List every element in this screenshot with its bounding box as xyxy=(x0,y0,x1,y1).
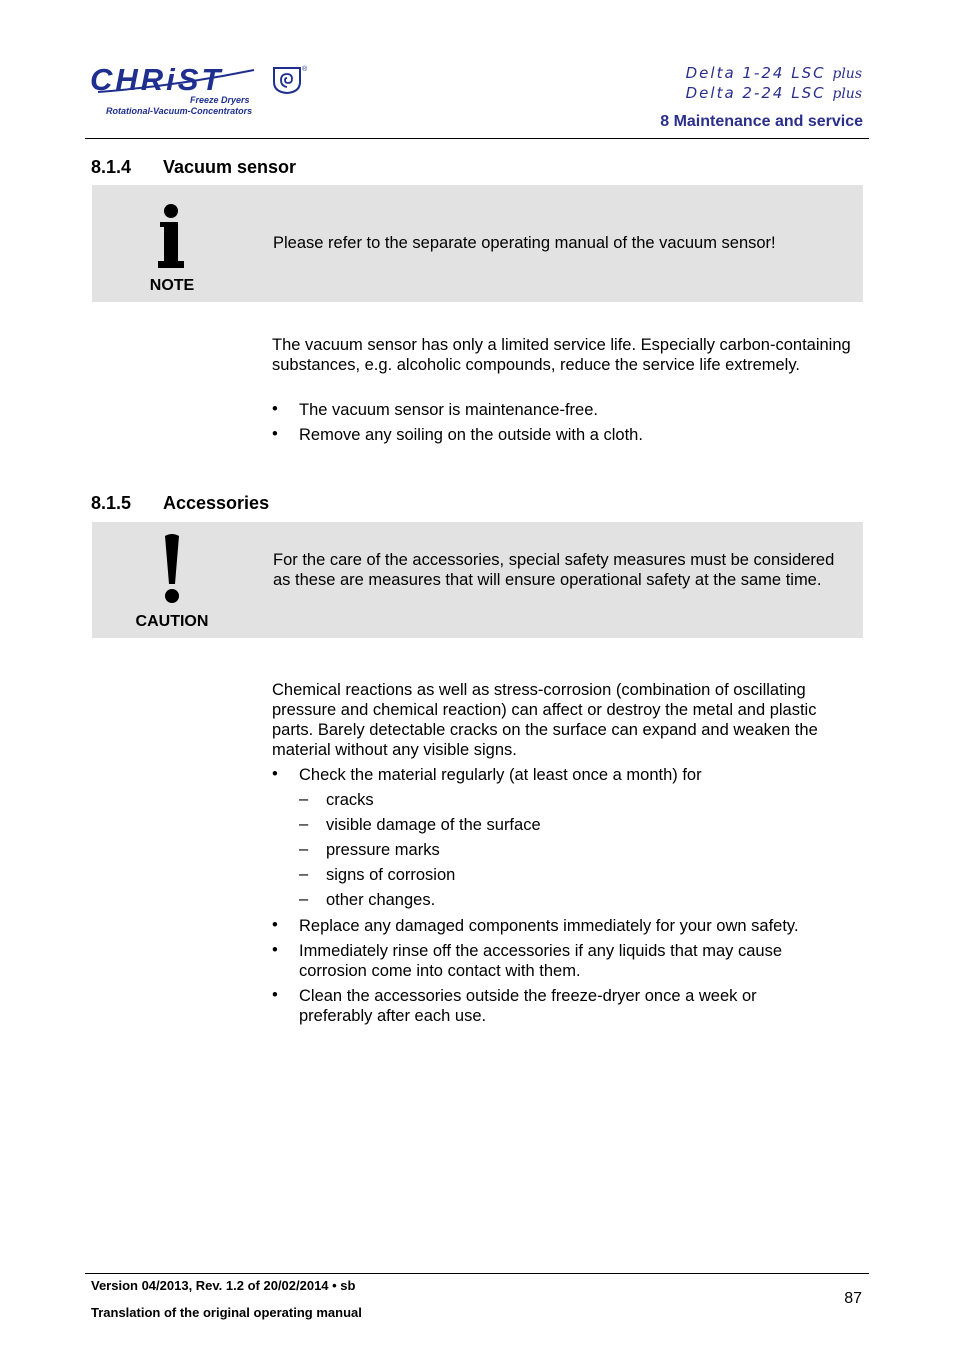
note-callout xyxy=(92,185,863,302)
list-item: The vacuum sensor is maintenance-free. xyxy=(299,401,598,419)
section-title: Accessories xyxy=(163,493,270,513)
bullet: • xyxy=(272,765,278,783)
info-icon xyxy=(158,203,184,269)
dash: – xyxy=(299,865,309,883)
header-divider xyxy=(85,138,869,139)
logo-tagline-2: Rotational-Vacuum-Concentrators xyxy=(106,106,253,116)
registered-mark: ® xyxy=(302,66,308,73)
bullet: • xyxy=(272,425,278,443)
sub-list-item: pressure marks xyxy=(326,841,440,859)
model-line-2: Delta 2-24 LSC plus xyxy=(685,84,862,102)
dash: – xyxy=(299,815,309,833)
dash: – xyxy=(299,890,309,908)
paragraph: The vacuum sensor has only a limited service life. Especially carbon-containing substances, e.g. alcoholic compounds, reduce the service life extremely. xyxy=(272,336,851,374)
caution-callout xyxy=(92,522,863,638)
logo-tagline-1: Freeze Dryers xyxy=(190,95,250,105)
brand-logo: CHRiST xyxy=(90,62,224,97)
bullet: • xyxy=(272,941,278,959)
note-text: Please refer to the separate operating manual of the vacuum sensor! xyxy=(273,234,776,252)
exclamation-icon xyxy=(162,532,182,606)
note-label: NOTE xyxy=(149,277,195,294)
page-number: 87 xyxy=(844,1290,862,1307)
bullet: • xyxy=(272,986,278,1004)
bullet: • xyxy=(272,400,278,418)
caution-text: For the care of the accessories, special safety measures must be considered as these are measures that will ensure operational safety at the same time. xyxy=(273,551,835,589)
section-number: 8.1.5 xyxy=(91,493,132,513)
sub-list-item: signs of corrosion xyxy=(326,866,456,884)
sub-list-item: visible damage of the surface xyxy=(326,816,541,834)
dash: – xyxy=(299,840,309,858)
sub-list-item: cracks xyxy=(326,791,374,809)
list-item: Replace any damaged components immediately for your own safety. xyxy=(299,917,799,935)
list-item: Clean the accessories outside the freeze-dryer once a week or preferably after each use. xyxy=(299,987,757,1025)
paragraph: Chemical reactions as well as stress-corrosion (combination of oscillating pressure and chemical reaction) can affect or destroy the metal and plastic parts. Barely detectable cracks on the surface can expand and weaken the material without any visible signs. xyxy=(272,681,818,759)
header xyxy=(0,0,954,140)
sub-list-item: other changes. xyxy=(326,891,436,909)
logo-spiral-icon xyxy=(272,66,302,94)
footer-translation: Translation of the original operating manual xyxy=(91,1305,362,1320)
chapter-title: 8 Maintenance and service xyxy=(660,113,863,130)
list-item: Check the material regularly (at least once a month) for xyxy=(299,766,702,784)
section-title: Vacuum sensor xyxy=(163,157,297,177)
footer-divider xyxy=(85,1273,869,1274)
list-item: Remove any soiling on the outside with a cloth. xyxy=(299,426,643,444)
bullet: • xyxy=(272,916,278,934)
caution-label: CAUTION xyxy=(135,613,209,630)
footer-version: Version 04/2013, Rev. 1.2 of 20/02/2014 • sb xyxy=(91,1278,356,1293)
list-item: Immediately rinse off the accessories if any liquids that may cause corrosion come into contact with them. xyxy=(299,942,783,980)
dash: – xyxy=(299,790,309,808)
section-number: 8.1.4 xyxy=(91,157,132,177)
model-line-1: Delta 1-24 LSC plus xyxy=(685,64,862,82)
